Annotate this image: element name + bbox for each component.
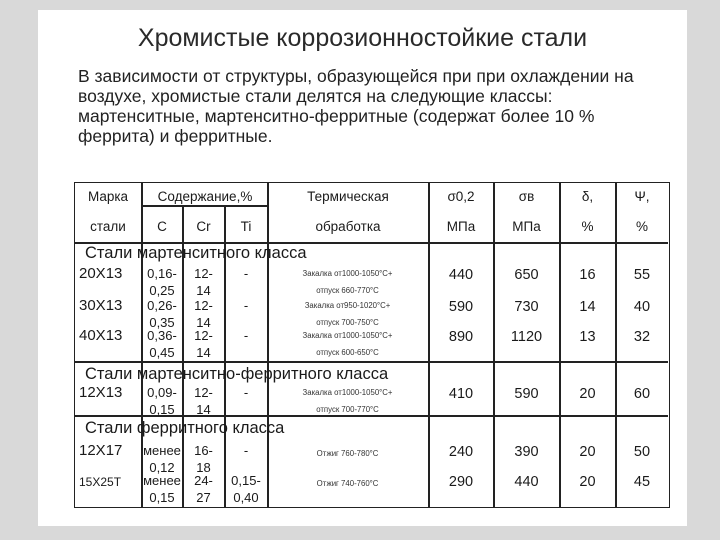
cr-max: 14	[196, 283, 211, 298]
reduction: 45	[633, 474, 651, 490]
grade: 12X13	[79, 384, 123, 401]
tensile-strength: 440	[514, 474, 539, 490]
tensile-strength: 730	[514, 299, 539, 315]
c-min: 0,36-	[147, 328, 177, 343]
cr-max: 27	[196, 490, 211, 505]
cr-min: 12-	[194, 328, 213, 343]
grade: 12X17	[79, 442, 123, 459]
elongation: 14	[579, 299, 596, 315]
treatment-1: Отжиг 760-780°С	[316, 449, 379, 458]
header-treatment-2: обработка	[315, 219, 381, 234]
header-elongation-unit: %	[581, 219, 594, 234]
c-min: 0,09-	[147, 385, 177, 400]
c-max: 0,15	[149, 402, 175, 417]
slide	[38, 10, 687, 526]
c-max: 0,45	[149, 345, 175, 360]
tensile-strength: 590	[514, 386, 539, 402]
header-reduction-unit: %	[635, 219, 648, 234]
header-grade: Марка	[87, 189, 129, 204]
grade: 15X25T	[79, 475, 122, 489]
tensile-strength: 650	[514, 267, 539, 283]
content-subheader-line	[142, 205, 268, 207]
elongation: 20	[579, 474, 596, 490]
section-title: Стали ферритного класса	[85, 419, 285, 437]
header-yield: σ0,2	[447, 189, 475, 204]
cr-min: 16-	[194, 443, 213, 458]
treatment-1: Закалка от1000-1050°С+	[302, 388, 393, 397]
c-max: 0,12	[149, 460, 175, 475]
section-divider-1	[75, 361, 668, 363]
header-reduction: Ψ,	[634, 189, 650, 204]
header-grade-2: стали	[90, 219, 126, 234]
ti: -	[243, 443, 249, 458]
header-strength-unit: МПа	[512, 219, 541, 234]
reduction: 60	[633, 386, 651, 402]
tensile-strength: 1120	[510, 329, 543, 345]
cr-max: 18	[196, 460, 211, 475]
cr-min: 12-	[194, 266, 213, 281]
ti: -	[243, 266, 249, 281]
grade: 40X13	[79, 327, 123, 344]
treatment-2: отпуск 700-770°С	[316, 405, 379, 414]
intro-paragraph: В зависимости от структуры, образующейся при при охлаждении на воздухе, хромистые стали делятся на следующие классы: мартенситные, мартенситно-ферритные (содержат более 10 % феррита) и ферритные.	[78, 66, 634, 146]
grade: 30X13	[79, 297, 123, 314]
treatment-1: Отжиг 740-760°С	[316, 479, 379, 488]
cr-max: 14	[196, 345, 211, 360]
yield-strength: 890	[448, 329, 474, 345]
ti-min: 0,15-	[231, 473, 261, 488]
ti: -	[243, 385, 249, 400]
yield-strength: 440	[448, 267, 474, 283]
cr-min: 12-	[194, 298, 213, 313]
cr-min: 24-	[194, 473, 213, 488]
yield-strength: 290	[448, 474, 474, 490]
elongation: 20	[579, 386, 596, 402]
reduction: 55	[633, 267, 651, 283]
c-min: 0,16-	[147, 266, 177, 281]
header-yield-unit: МПа	[446, 219, 476, 234]
cr-min: 12-	[194, 385, 213, 400]
yield-strength: 410	[448, 386, 474, 402]
header-content: Содержание,%	[157, 189, 253, 204]
treatment-1: Закалка от1000-1050°С+	[302, 331, 393, 340]
ti-max: 0,40	[233, 490, 259, 505]
c-max: 0,15	[149, 490, 175, 505]
section-title: Стали мартенситного класса	[85, 244, 307, 262]
header-strength: σв	[518, 189, 535, 204]
treatment-2: отпуск 700-750°С	[316, 318, 379, 327]
elongation: 16	[579, 267, 596, 283]
cr-max: 14	[196, 315, 211, 330]
yield-strength: 590	[448, 299, 474, 315]
yield-strength: 240	[448, 444, 474, 460]
section-title: Стали мартенситно-ферритного класса	[85, 365, 389, 383]
treatment-1: Закалка от1000-1050°С+	[302, 269, 393, 278]
treatment-2: отпуск 600-650°С	[316, 348, 379, 357]
grade: 20X13	[79, 265, 123, 282]
treatment-1: Закалка от950-1020°С+	[304, 301, 391, 310]
elongation: 20	[579, 444, 596, 460]
ti: -	[243, 328, 249, 343]
slide-title: Хромистые коррозионностойкие стали	[137, 24, 588, 52]
header-elongation: δ,	[581, 189, 594, 204]
treatment-2: отпуск 660-770°С	[316, 286, 379, 295]
header-cr: Cr	[196, 219, 211, 234]
c-max: 0,35	[149, 315, 175, 330]
cr-max: 14	[196, 402, 211, 417]
header-c: C	[157, 219, 167, 234]
reduction: 50	[633, 444, 651, 460]
c-max: 0,25	[149, 283, 175, 298]
c-min: 0,26-	[147, 298, 177, 313]
c-min: менее	[143, 473, 181, 488]
c-min: менее	[143, 443, 181, 458]
reduction: 32	[633, 329, 651, 345]
tensile-strength: 390	[514, 444, 539, 460]
header-treatment: Термическая	[307, 189, 389, 204]
ti: -	[243, 298, 249, 313]
header-ti: Ti	[240, 219, 252, 234]
steel-properties-table	[74, 182, 670, 508]
elongation: 13	[579, 329, 596, 345]
reduction: 40	[633, 299, 651, 315]
